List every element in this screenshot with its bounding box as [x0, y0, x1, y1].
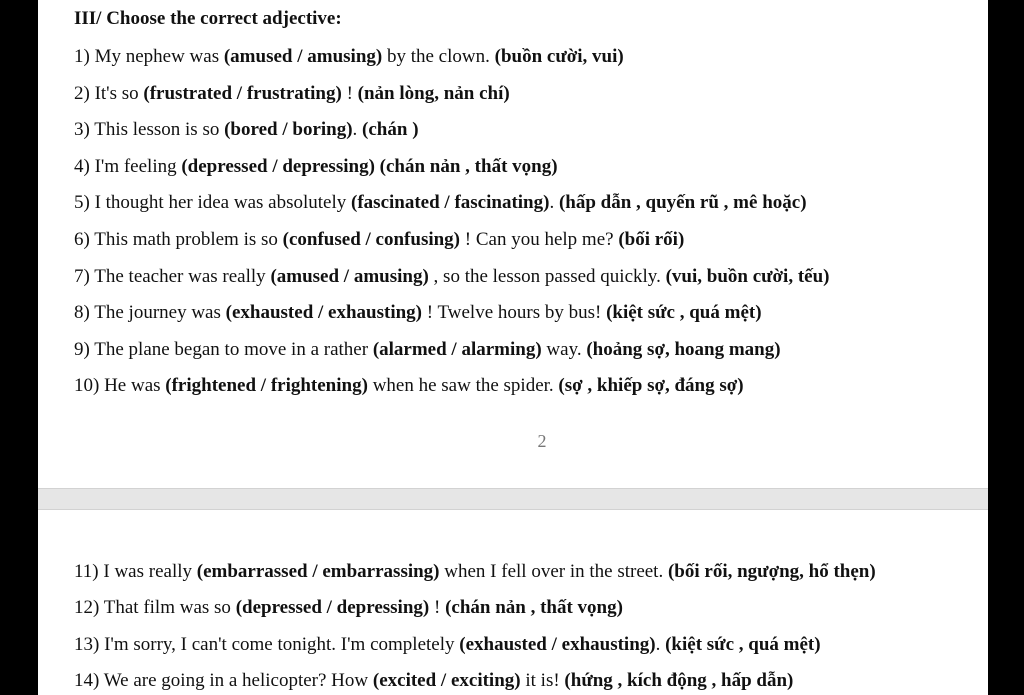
item-options: (exhausted / exhausting): [459, 633, 656, 655]
item-gloss: (kiệt sức , quá mệt): [665, 633, 821, 655]
item-number: 3): [74, 119, 90, 141]
item-text-before: That film was so: [103, 597, 236, 619]
item-text-after: when I fell over in the street.: [439, 561, 668, 582]
item-gloss: (bối rối, ngượng, hổ thẹn): [667, 561, 876, 582]
item-options: (amused / amusing): [223, 46, 383, 67]
item-number: 10): [74, 375, 100, 397]
item-number: 1): [74, 46, 90, 67]
exercise-heading: III/ Choose the correct adjective:: [74, 8, 342, 29]
item-number: 9): [74, 338, 90, 360]
item-options: (frightened / frightening): [165, 375, 368, 397]
item-number: 5): [74, 192, 90, 214]
exercise-item: [74, 300, 762, 326]
item-gloss: (chán ): [362, 119, 419, 141]
item-gloss: (vui, buồn cười, tếu): [665, 265, 830, 287]
item-number: 14): [74, 669, 100, 691]
item-options: (frustrated / frustrating): [143, 82, 342, 104]
item-text-before: I'm feeling: [94, 155, 182, 177]
item-text-before: The teacher was really: [94, 265, 271, 287]
item-text-before: The journey was: [94, 302, 226, 324]
item-text-before: We are going in a helicopter? How: [103, 669, 373, 691]
exercise-item: [74, 117, 419, 143]
item-gloss: (hấp dẫn , quyến rũ , mê hoặc): [558, 192, 807, 214]
exercise-item: [74, 44, 624, 70]
exercise-item: [74, 264, 830, 290]
exercise-item: [74, 373, 744, 399]
document-viewer[interactable]: [38, 0, 988, 695]
item-options: (exhausted / exhausting): [225, 302, 422, 324]
item-gloss: (sợ , khiếp sợ, đáng sợ): [558, 375, 744, 397]
item-number: 12): [74, 597, 100, 619]
item-text-before: It's so: [94, 82, 144, 104]
page-separator: [38, 488, 988, 510]
item-text-after: , so the lesson passed quickly.: [428, 265, 666, 287]
item-text-after: way.: [541, 338, 587, 360]
item-text-before: He was: [104, 375, 166, 397]
item-text-before: The plane began to move in a rather: [94, 338, 373, 360]
item-gloss: (nản lòng, nản chí): [357, 82, 510, 104]
item-options: (depressed / depressing): [181, 155, 375, 177]
item-text-after: !: [429, 597, 446, 619]
item-options: (fascinated / fascinating): [351, 192, 550, 214]
item-options: (confused / confusing): [282, 229, 461, 250]
item-text-after: when he saw the spider.: [367, 375, 559, 397]
exercise-item: [74, 632, 821, 658]
item-text-after: .: [549, 192, 559, 214]
item-options: (amused / amusing): [270, 265, 429, 287]
item-text-before: I was really: [103, 561, 197, 582]
item-number: 7): [74, 265, 90, 287]
item-options: (excited / exciting): [372, 669, 521, 691]
item-gloss: (bối rối): [618, 229, 685, 250]
item-gloss: (hoảng sợ, hoang mang): [586, 338, 781, 360]
item-text-after: .: [352, 119, 363, 141]
item-text-before: My nephew was: [94, 46, 224, 67]
item-gloss: (buồn cười, vui): [494, 46, 624, 67]
exercise-item: [74, 595, 623, 621]
item-options: (embarrassed / embarrassing): [196, 561, 440, 582]
exercise-item: [74, 227, 684, 253]
item-text-before: This math problem is so: [94, 229, 283, 250]
item-text-after: ! Twelve hours by bus!: [422, 302, 607, 324]
item-number: 8): [74, 302, 90, 324]
item-text-before: This lesson is so: [94, 119, 225, 141]
exercise-item: [74, 559, 876, 585]
item-number: 2): [74, 82, 90, 104]
document-page-1: [38, 0, 988, 488]
document-page-2: [38, 510, 988, 695]
item-gloss: (kiệt sức , quá mệt): [606, 302, 762, 324]
item-number: 6): [74, 229, 90, 250]
item-text-after: .: [655, 633, 666, 655]
item-number: 11): [74, 561, 99, 582]
exercise-item: [74, 190, 807, 216]
exercise-item: [74, 81, 510, 107]
item-text-before: I'm sorry, I can't come tonight. I'm completely: [104, 633, 460, 655]
item-gloss: (hứng , kích động , hấp dẫn): [564, 669, 794, 691]
exercise-item: [74, 154, 558, 180]
item-gloss: (chán nản , thất vọng): [445, 597, 623, 619]
item-options: (bored / boring): [224, 119, 353, 141]
item-text-after: ! Can you help me?: [460, 229, 619, 250]
item-text-before: I thought her idea was absolutely: [94, 192, 352, 214]
item-number: 13): [74, 633, 100, 655]
page-number: 2: [537, 431, 547, 451]
exercise-item: [74, 337, 781, 363]
item-text-after: !: [341, 82, 358, 104]
item-gloss: (chán nản , thất vọng): [379, 155, 558, 177]
item-options: (alarmed / alarming): [372, 338, 542, 360]
item-options: (depressed / depressing): [235, 597, 430, 619]
item-number: 4): [74, 155, 90, 177]
exercise-item: [74, 668, 793, 694]
item-text-after: it is!: [520, 669, 565, 691]
item-text-after: by the clown.: [382, 46, 495, 67]
